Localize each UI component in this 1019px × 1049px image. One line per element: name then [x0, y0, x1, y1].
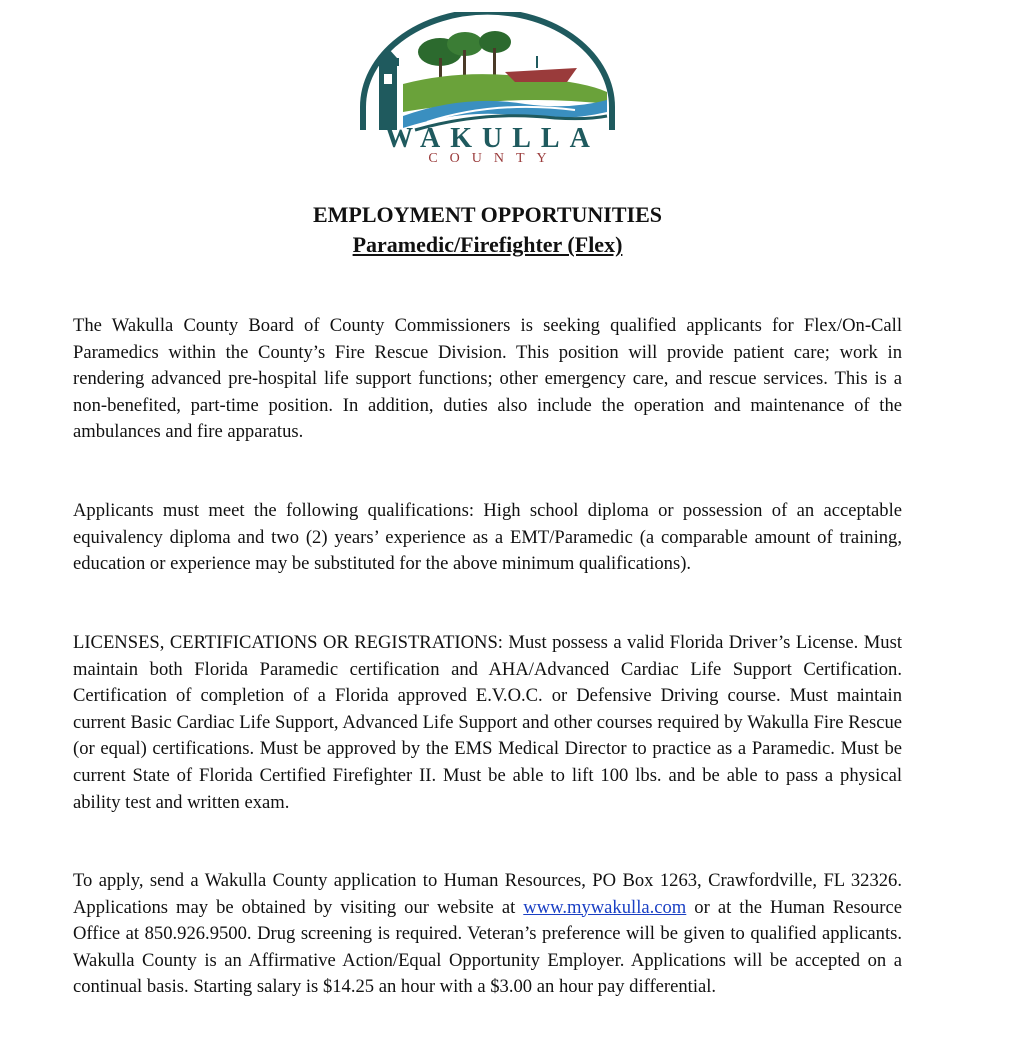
intro-paragraph: The Wakulla County Board of County Commissioners is seeking qualified applicants for Flex/On-Call Paramedics within the County’s Fire Rescue Division. This position will provide patient care; work in rendering advanced pre-hospital life support functions; other emergency care, and rescue services. This is a non-benefited, part-time position. In addition, duties also include the operation and maintenance of the ambulances and fire apparatus. [73, 315, 902, 443]
logo-wordmark: WAKULLA [385, 123, 600, 154]
apply-paragraph [73, 868, 902, 1001]
logo-subtitle: COUNTY [428, 151, 559, 166]
apply-text-end: or at the Human Resource Office at 850.926.9500. Drug screening is required. Veteran’s preference will be given to qualified applicants. Wakulla County is an Affirmative Action/Equal Opportunity Employer. Applications will be accepted on a continual basis. Starting salary is $14.25 an hour with a $3.00 an hour pay differential. [73, 896, 902, 998]
boat-icon [505, 68, 577, 82]
page-title: EMPLOYMENT OPPORTUNITIES [312, 202, 663, 227]
palm-trees-icon [418, 31, 511, 78]
lighthouse-icon [379, 64, 397, 130]
licenses-paragraph: LICENSES, CERTIFICATIONS OR REGISTRATIONS: Must possess a valid Florida Driver’s License. Must maintain both Florida Paramedic certification and AHA/Advanced Cardiac Life Support Certification. Certification of completion of a Florida approved E.V.O.C. or Defensive Driving course. Must maintain current Basic Cardiac Life Support, Advanced Life Support and other courses required by Wakulla Fire Rescue (or equal) certifications. Must be approved by the EMS Medical Director to practice as a Paramedic. Must be current State of Florida Certified Firefighter II. Must be able to lift 100 lbs. and be able to pass a physical ability test and written exam. [73, 632, 902, 813]
qualifications-paragraph: Applicants must meet the following qualifications: High school diploma or possession of an acceptable equivalency diploma and two (2) years’ experience as a EMT/Paramedic (a comparable amount of training, education or experience may be substituted for the above minimum qualifications). [73, 500, 902, 575]
position-title: Paramedic/Firefighter (Flex) [352, 232, 623, 257]
apply-text-start: To apply, send a Wakulla County application to Human Resources, PO Box 1263, Crawfordville, FL 32326. Applications may be obtained by visiting our website at [73, 870, 902, 918]
website-link[interactable]: www.mywakulla.com [523, 896, 687, 918]
